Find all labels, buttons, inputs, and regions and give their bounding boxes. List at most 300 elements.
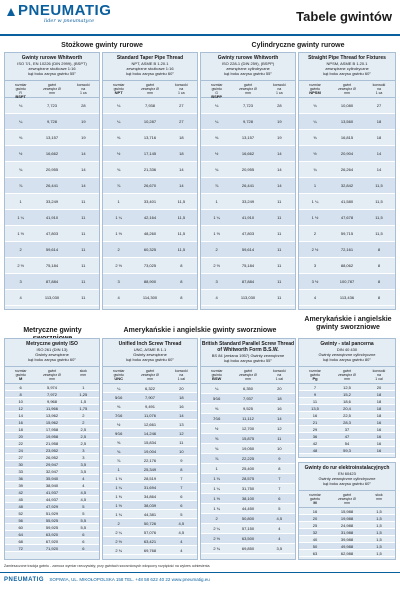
table-cell: 9,968 (46, 399, 57, 404)
panel-npsm (298, 52, 396, 310)
table-cell: 57,150 (241, 526, 255, 531)
table-row (103, 510, 197, 519)
table-cell: 11,5 (177, 199, 186, 204)
table-row (5, 130, 99, 146)
table-cell: 5 (82, 504, 85, 509)
table-cell: 32 (312, 530, 318, 535)
panel-title: Unified Inch Screw Thread (118, 341, 182, 347)
table-row (201, 242, 295, 258)
table-row (103, 242, 197, 258)
table-cell: 7 (313, 385, 317, 390)
table-cell: 4 (215, 295, 218, 300)
table-cell: ⅜ (116, 404, 121, 409)
table-row (201, 210, 295, 226)
table-cell: 1 ½ (115, 503, 122, 508)
table-row (5, 433, 99, 440)
footer-divider (0, 572, 400, 573)
table-cell: 18 (179, 395, 184, 400)
table-row (299, 447, 395, 454)
table-cell: ⅞ (18, 183, 23, 188)
table-cell: 2 (117, 247, 120, 252)
column-header-line: konwoki (76, 83, 90, 87)
table-row (5, 538, 99, 545)
table-cell: 113,436 (339, 295, 355, 300)
table-cell: 49,988 (340, 544, 354, 549)
table-cell: 28,575 (241, 476, 255, 481)
table-cell: 72 (18, 546, 23, 551)
table-row (103, 447, 197, 456)
table-cell: 15,875 (241, 436, 255, 441)
column-header (5, 81, 36, 97)
table-cell: ⅛ (116, 103, 121, 108)
table-cell: 38,039 (143, 503, 157, 508)
table-cell: 59,614 (241, 247, 255, 252)
table-row (201, 454, 295, 464)
table-cell: 14 (81, 167, 86, 172)
column-header (331, 367, 363, 383)
table-cell: 44,937 (45, 497, 59, 502)
table-row (299, 194, 395, 210)
table-cell: 22,5 (343, 413, 351, 418)
table-row (299, 522, 395, 529)
table-cell: 32,842 (340, 183, 354, 188)
column-header-line: M (313, 500, 317, 505)
panel-subtitle: kąt boku zarysu gwintu 55° (224, 71, 272, 76)
table-cell: ⅝ (214, 436, 219, 441)
table-cell: 2 (313, 231, 317, 236)
table-cell: 87,884 (241, 279, 255, 284)
table-row (5, 274, 99, 290)
table-cell: 10 (277, 446, 282, 451)
panel-subtitle: zewnętrzne stożkowe 1:16 (126, 66, 174, 71)
panel-title: Gwinty rurowe Whitworth (21, 55, 83, 61)
table-cell: 10,287 (143, 119, 157, 124)
table-row (5, 258, 99, 274)
column-header (68, 81, 99, 97)
table-cell: 3 (19, 279, 22, 284)
table-cell: ¾ (18, 167, 23, 172)
table-cell: 31,750 (241, 486, 255, 491)
table-row (299, 529, 395, 536)
table-cell: 69,850 (241, 546, 255, 551)
table-cell: 32,947 (45, 469, 59, 474)
table-cell: 6,350 (242, 386, 253, 391)
column-header-line: gwint (342, 493, 352, 497)
table-cell: 11 (277, 279, 282, 284)
panel-pg (298, 338, 396, 458)
table-row (103, 411, 197, 420)
table-cell: 5 (82, 511, 85, 516)
table-cell: 19,004 (143, 449, 157, 454)
table-row (103, 501, 197, 510)
table-cell: 7 (278, 486, 281, 491)
table-row (299, 398, 395, 405)
table-cell: ¾ (214, 446, 219, 451)
table-row (299, 543, 395, 550)
table-row (299, 162, 395, 178)
column-header-line: mm (376, 497, 382, 501)
panel-header (5, 339, 99, 367)
table-cell: 6 (19, 385, 22, 390)
table-cell: 6 (278, 496, 281, 501)
panel-subtitle: kąt boku zarysu gwintu 55° (224, 358, 272, 363)
table-cell: 16 (277, 406, 282, 411)
table-cell: 11,076 (144, 413, 156, 418)
table-row (299, 290, 395, 306)
column-header-line: rozmiar (309, 83, 321, 87)
panel-header (5, 53, 99, 81)
table-cell: 24 (18, 448, 23, 453)
table-row (103, 402, 197, 411)
table-cell: 27 (376, 103, 382, 108)
table-cell: 20 (376, 385, 382, 390)
table-body (201, 98, 295, 306)
column-header-line: gwint (342, 369, 352, 373)
table-cell: 3,5 (276, 546, 283, 551)
table-cell: 23,952 (45, 448, 59, 453)
table-row (103, 429, 197, 438)
column-header-line: na (377, 87, 381, 91)
table-body (299, 508, 395, 557)
table-cell: 1 ¼ (17, 215, 24, 220)
header-divider (0, 34, 400, 36)
table-cell: 11 (81, 231, 86, 236)
page-footer (0, 572, 400, 600)
table-row (201, 226, 295, 242)
column-header (134, 81, 165, 97)
panel-subtitle: NPSM, ASME B 1.20.1 (326, 61, 368, 66)
table-cell: 50,800 (241, 516, 255, 521)
table-cell: ¾ (116, 449, 121, 454)
table-row (5, 517, 99, 524)
table-cell: 10 (179, 449, 184, 454)
column-headers (201, 367, 295, 384)
table-cell: 11 (81, 263, 86, 268)
table-row (5, 412, 99, 419)
table-cell: 8 (19, 392, 22, 397)
table-cell: 4 (19, 295, 22, 300)
table-cell: 11 (81, 247, 86, 252)
panel-subtitle: ISO 228-1 (DIN 259), (BSPP) (221, 61, 275, 66)
column-header (299, 367, 331, 383)
table-cell: 40 (312, 537, 318, 542)
column-header-line: NPSM (309, 90, 321, 95)
table-cell: ⅝ (116, 440, 121, 445)
table-cell: 16,662 (45, 151, 59, 156)
panel-header (103, 339, 197, 367)
table-row (299, 274, 395, 290)
table-cell: 13,716 (143, 135, 157, 140)
table-cell: 57,076 (143, 530, 157, 535)
table-row (5, 440, 99, 447)
table-row (103, 483, 197, 492)
table-cell: 16 (376, 420, 382, 425)
column-header-line: rozmiar (210, 83, 223, 87)
table-cell: ⅛ (214, 103, 219, 108)
table-cell: 48,260 (143, 231, 157, 236)
table-cell: ½ (214, 426, 219, 431)
table-cell: 25,349 (143, 467, 157, 472)
column-header-line: zewnętrz Ø (239, 373, 257, 377)
column-header-line: gwintu (211, 373, 222, 377)
table-body (299, 98, 395, 306)
table-row (201, 524, 295, 534)
table-cell: 1 ¼ (311, 199, 319, 204)
table-cell: 47 (344, 434, 350, 439)
table-cell: 9,491 (144, 404, 155, 409)
table-row (201, 434, 295, 444)
brand-tagline: lider w pneumatyce (44, 18, 95, 24)
table-cell: 19 (81, 119, 86, 124)
table-row (5, 461, 99, 468)
table-cell: 1 ½ (311, 215, 319, 220)
table-cell: 16 (376, 427, 382, 432)
table-cell: 5,5 (80, 525, 87, 530)
table-cell: 14 (81, 151, 86, 156)
table-cell: 20,955 (45, 167, 59, 172)
table-row (5, 524, 99, 531)
column-header-line: rozmiar (14, 83, 27, 87)
column-header-line: mm (344, 91, 350, 95)
table-row (5, 496, 99, 503)
table-cell: 25 (312, 523, 318, 528)
table-cell: 1 (82, 385, 85, 390)
panel-header (201, 53, 295, 81)
table-cell: 3 (82, 448, 85, 453)
page-title: Tabele gwintów (296, 9, 392, 24)
brand-name: PNEUMATIG (18, 2, 112, 19)
table-body (299, 384, 395, 454)
table-cell: 41,937 (45, 490, 59, 495)
table-cell: 18 (179, 151, 184, 156)
table-cell: 7 (180, 476, 183, 481)
table-cell: ½ (116, 422, 121, 427)
table-cell: 2 ¼ (213, 526, 220, 531)
column-header (36, 81, 67, 97)
column-header (331, 491, 363, 507)
table-cell: 19 (277, 135, 282, 140)
table-row (299, 98, 395, 114)
table-cell: 5 (278, 506, 281, 511)
table-cell: 27 (179, 119, 184, 124)
table-cell: 59,3 (343, 448, 351, 453)
table-cell: 59,614 (45, 247, 59, 252)
column-header-line: rozmiar (309, 493, 321, 497)
column-header-line: NPT (114, 90, 123, 95)
table-cell: 11 (277, 231, 282, 236)
table-cell: 19,988 (340, 516, 354, 521)
panel-subtitle: NPT, ASME B 1.20.1 (131, 61, 169, 66)
table-row (299, 440, 395, 447)
table-cell: ¾ (116, 167, 121, 172)
table-cell: ½ (18, 151, 23, 156)
panel-subtitle: kąt boku zarysu gwintu 60° (323, 481, 371, 486)
table-cell: 75,184 (45, 263, 59, 268)
table-cell: 26,441 (241, 183, 255, 188)
table-cell: 47,803 (241, 231, 255, 236)
table-row (5, 531, 99, 538)
column-header-line: mm (49, 377, 55, 381)
table-cell: 33,401 (143, 199, 157, 204)
table-row (299, 258, 395, 274)
table-row (201, 544, 295, 554)
table-cell: 13,157 (45, 135, 59, 140)
table-cell: 52 (18, 511, 23, 516)
column-header-line: na (377, 373, 381, 377)
column-header-line: na (277, 373, 282, 377)
column-header-line: 1 cal (177, 377, 186, 381)
table-cell: 26,952 (45, 455, 59, 460)
table-cell: 6 (82, 539, 85, 544)
panel-header (299, 339, 395, 367)
table-cell: 11 (81, 215, 86, 220)
table-cell: 20 (277, 386, 282, 391)
column-header (232, 367, 263, 383)
table-cell: 3,5 (80, 462, 87, 467)
table-row (299, 515, 395, 522)
column-header-line: rozmiar (112, 369, 125, 373)
table-cell: 1,5 (376, 516, 382, 521)
column-header-line: rozmiar (112, 83, 125, 87)
table-cell: 22 (18, 441, 23, 446)
table-cell: 11,5 (375, 215, 383, 220)
column-header-line: gwintu (309, 87, 321, 91)
table-cell: 54 (344, 441, 350, 446)
table-cell: 2 ½ (115, 263, 122, 268)
table-row (103, 474, 197, 483)
table-row (103, 178, 197, 194)
table-row (201, 274, 295, 290)
table-cell: 1 ¾ (213, 506, 220, 511)
table-cell: 88,062 (340, 263, 354, 268)
table-row (201, 504, 295, 514)
table-cell: 31,988 (340, 530, 354, 535)
table-cell: 13,560 (340, 119, 354, 124)
column-header-line: skok (79, 369, 87, 373)
table-cell: 21 (312, 420, 318, 425)
column-header (232, 81, 263, 97)
table-cell: 11 (277, 199, 282, 204)
table-row (201, 464, 295, 474)
table-cell: 113,030 (44, 295, 60, 300)
column-header (201, 81, 232, 97)
column-header-line: BSPT (15, 94, 26, 99)
table-row (299, 508, 395, 515)
table-cell: 11,5 (375, 231, 383, 236)
column-header-line: rozmiar (14, 369, 27, 373)
table-cell: 50 (312, 544, 318, 549)
table-cell: 14,246 (143, 431, 157, 436)
table-cell: 21,958 (45, 441, 59, 446)
column-header-line: M (18, 376, 23, 381)
column-header-line: gwintu (309, 373, 321, 377)
table-cell: 2 ½ (115, 539, 122, 544)
panel-subtitle: UNC, ASME B 1.1 (133, 347, 167, 352)
table-cell: 7,938 (144, 103, 155, 108)
table-cell: 113,030 (240, 295, 256, 300)
table-cell: 2 (215, 247, 218, 252)
column-header-line: gwintu (113, 373, 124, 377)
table-cell: 8 (377, 279, 381, 284)
table-cell: 14 (277, 151, 282, 156)
table-cell: 8 (278, 466, 281, 471)
table-cell: 63,920 (45, 532, 59, 537)
table-row (5, 242, 99, 258)
table-cell: 12,5 (343, 385, 351, 390)
table-cell: 64 (18, 532, 23, 537)
table-cell: 63,500 (241, 536, 255, 541)
table-cell: 11,5 (177, 247, 186, 252)
table-cell: 14 (18, 413, 23, 418)
table-cell: 4 (313, 295, 317, 300)
panel-subtitle: ISO 7/1, EN 10226 (DIN 2999), (BSPT) (17, 61, 87, 66)
column-headers (201, 81, 295, 98)
table-cell: 17,958 (45, 427, 59, 432)
table-cell: 18 (277, 396, 282, 401)
table-cell: 34,864 (143, 494, 157, 499)
table-cell: 11 (277, 263, 282, 268)
column-header-line: gwint (243, 369, 253, 373)
table-row (103, 162, 197, 178)
table-cell: 18 (376, 119, 382, 124)
table-cell: 1 ¼ (115, 485, 122, 490)
table-row (201, 424, 295, 434)
column-header (103, 367, 134, 383)
column-header-line: gwint (47, 83, 57, 87)
table-cell: 20,4 (343, 406, 351, 411)
table-cell: 9 (180, 458, 183, 463)
table-cell: 7,723 (242, 103, 253, 108)
column-header-line: mm (80, 373, 87, 377)
column-header (103, 81, 134, 97)
column-header-line: 1 cal (375, 377, 383, 381)
column-header-line: zewnętrz Ø (141, 87, 159, 91)
table-cell: 1,5 (376, 509, 382, 514)
table-row (103, 130, 197, 146)
table-cell: 68 (18, 539, 23, 544)
column-headers (5, 367, 99, 384)
table-cell: 59,715 (340, 231, 354, 236)
column-header (166, 367, 197, 383)
table-cell: 2 (82, 413, 85, 418)
panel-subtitle: Gwinty zewnętrzne cylindryczne (318, 476, 376, 481)
table-cell: 3,5 (80, 469, 87, 474)
table-cell: 56 (18, 518, 23, 523)
table-cell: ⅛ (18, 103, 23, 108)
footer-address: SOPIWIA, UL. MIKOŁOPOLSKA 158 TEL. +48 58 622 40 22 www.pneumatig.eu (49, 577, 210, 582)
table-cell: 1 ⅛ (115, 476, 122, 481)
panel-subtitle: kąt boku zarysu gwintu 55° (28, 71, 76, 76)
table-body (5, 98, 99, 306)
table-cell: 5 (180, 512, 183, 517)
table-cell: 27 (179, 103, 184, 108)
column-header-line: konwoki (174, 369, 188, 373)
column-header (299, 491, 331, 507)
table-row (5, 426, 99, 433)
column-header-line: gwint (342, 83, 352, 87)
table-cell: 1,5 (376, 523, 382, 528)
panel-title: Straight Pipe Thread for Fixtures (308, 55, 386, 61)
table-cell: 2 (215, 516, 218, 521)
table-row (201, 146, 295, 162)
table-cell: 20 (312, 516, 318, 521)
table-cell: 1 (117, 199, 120, 204)
section-title-amerykanskie-2: Amerykańskie i angielskie gwinty sworzniowe (304, 316, 392, 331)
table-cell: ¼ (18, 119, 23, 124)
table-cell: 35,940 (45, 476, 59, 481)
column-header-line: na (277, 87, 282, 91)
table-row (5, 475, 99, 482)
